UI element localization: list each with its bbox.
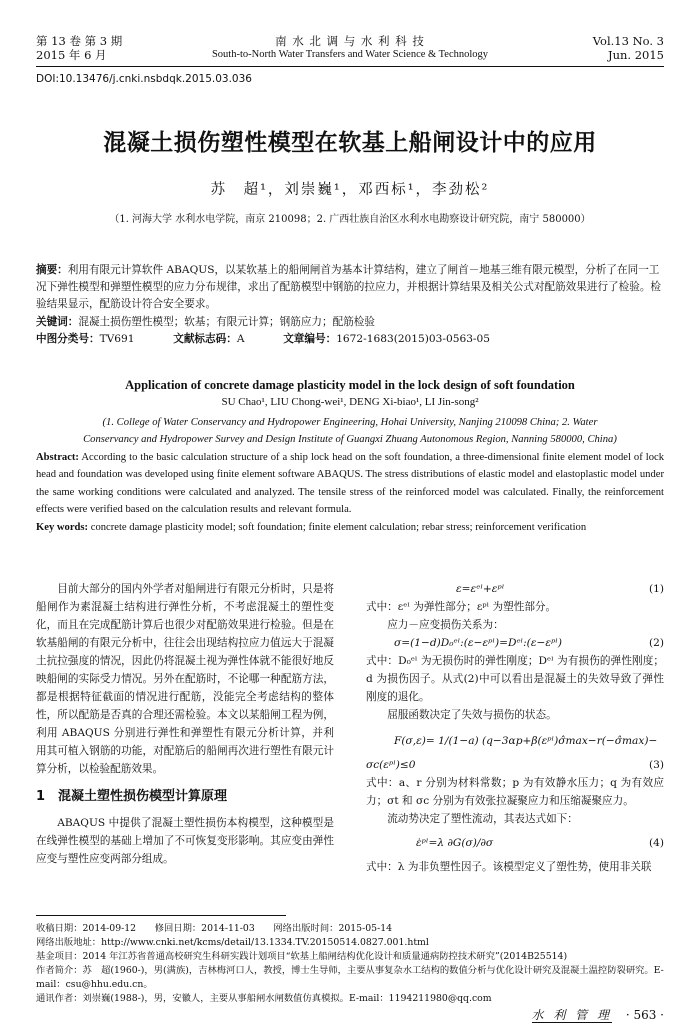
journal-title-cn: 南 水 北 调 与 水 利 科 技 [275, 34, 425, 48]
english-keywords-label: Key words: [36, 522, 89, 533]
english-authors: SU Chao¹, LIU Chong-wei¹, DENG Xi-biao¹, LI Jin-song² [221, 396, 479, 408]
text-5: 式中：a、r 分别为材料常数；p 为有效静水压力；q 为有效应力；σt 和 σc 分别为有效张拉凝聚应力和压缩凝聚应力。 [366, 777, 664, 807]
abstract-text: 利用有限元计算软件 ABAQUS，以某软基上的船闸闸首为基本计算结构，建立了闸首－地基三维有限元模型，分析了在同一工况下弹性模型和弹塑性模型的应力分布规律，求出了配筋模型中钢筋的拉应力，并根据计算结果及相关公式对配筋效果进行了检验。检验结果显示，配筋设计符合安全要求。 [36, 264, 662, 310]
english-affiliation-1: (1. College of Water Conservancy and Hydropower Engineering, Hohai University, Nanjing 210098 China; 2. Water [102, 417, 598, 428]
text-3: 式中：D₀ᵉˡ 为无损伤时的弹性刚度；Dᵉˡ 为有损伤的弹性刚度；d 为损伤因子。从式(2)中可以看出是混凝土的失效导致了弹性刚度的退化。 [366, 655, 664, 703]
class-value: TV691 [99, 333, 135, 345]
keywords-text: 混凝土损伤塑性模型；软基；有限元计算；钢筋应力；配筋检验 [78, 316, 375, 328]
code-label: 文献标志码： [173, 333, 237, 345]
footer-journal: 水 利 管 理 [531, 1008, 612, 1022]
english-abstract [36, 449, 664, 519]
equation-3a: F(σ,ε)= 1/(1−a) (q−3αp+β(εᵖˡ)σ̂max−r(−σ̂max)− [394, 735, 658, 747]
english-affiliation-2: Conservancy and Hydropower Survey and Design Institute of Guangxi Zhuang Autonomous Region, Nanning 580000, China) [83, 434, 617, 445]
equation-2: σ=(1−d)D₀ᵉˡ:(ε−εᵖˡ)=Dᵉˡ:(ε−εᵖˡ) (2) [394, 637, 664, 649]
volume-issue-en [593, 34, 664, 62]
code-value: A [236, 333, 245, 345]
footnote-url: 网络出版地址：http://www.cnki.net/kcms/detail/13.1334.TV.20150514.0827.001.html [36, 937, 429, 948]
english-abstract-label: Abstract: [36, 452, 79, 463]
affiliation: （1. 河海大学 水利水电学院，南京 210098；2. 广西壮族自治区水利水电勘察设计研究院，南宁 580000） [109, 214, 591, 225]
date-line: 2015 年 6 月 [36, 48, 107, 62]
english-keywords-text: concrete damage plasticity model; soft foundation; finite element calculation; rebar stress; reinforcement verification [90, 522, 587, 533]
article-no-label: 文章编号： [283, 333, 337, 345]
footnote-fund: 基金项目：2014 年江苏省普通高校研究生科研实践计划项目“软基上船闸结构优化设计和质量通病防控技术研究”(2014B25514) [36, 951, 568, 962]
footnote-dates: 收稿日期：2014-09-12 修回日期：2014-11-03 网络出版时间：2015-05-14 [36, 923, 393, 934]
doi: DOI:10.13476/j.cnki.nsbdqk.2015.03.036 [36, 73, 252, 85]
footnote-correspondent: 通讯作者：刘崇巍(1988-)，男，安徽人，主要从事船闸水闸数值仿真模拟。E-mail：1194211980@qq.com [36, 993, 492, 1004]
page-footer [532, 1006, 664, 1023]
left-column [36, 580, 334, 868]
keywords-label: 关键词： [36, 316, 79, 328]
abstract-label: 摘要： [36, 264, 68, 276]
section-heading: 1 混凝土塑性损伤模型计算原理 [36, 789, 228, 804]
abstract-cn [36, 262, 664, 313]
footnotes [36, 922, 664, 1006]
equation-1: ε=εᵉˡ+εᵖˡ (1) [456, 583, 664, 595]
authors: 苏 超¹，刘崇巍¹，邓西标¹，李劲松² [210, 182, 490, 198]
classification-row [36, 331, 664, 348]
article-no-value: 1672-1683(2015)03-0563-05 [336, 333, 490, 345]
text-6: 流动势决定了塑性流动，其表达式如下： [387, 813, 578, 825]
page-number: · 563 · [625, 1008, 664, 1022]
keywords-cn [36, 314, 664, 331]
english-title: Application of concrete damage plasticity model in the lock design of soft foundation [125, 378, 575, 392]
equation-4: ε̇ᵖˡ=λ ∂G(σ)/∂σ (4) [416, 837, 664, 849]
section-paragraph: ABAQUS 中提供了混凝土塑性损伤本构模型，这种模型是在线弹性模型的基础上增加了不可恢复变形影响。其应变由弹性应变与塑性应变两部分组成。 [36, 817, 334, 865]
equation-3b: σc(εᵖˡ)≤0 (3) [366, 759, 664, 771]
date-line-en: Jun. 2015 [607, 48, 664, 62]
header-rule [36, 66, 664, 67]
text-1: 式中：εᵉˡ 为弹性部分；εᵖˡ 为塑性部分。 [366, 601, 557, 613]
text-4: 屈服函数决定了失效与损伤的状态。 [387, 709, 557, 721]
footnote-author: 作者简介：苏 超(1960-)，男(满族)，吉林梅河口人，教授，博士生导师，主要从事复杂水工结构的数值分析与优化设计研究及混凝土温控防裂研究。E-mail：csu@hhu.edu.cn。 [36, 965, 664, 990]
right-column [366, 580, 664, 876]
volume-line-en: Vol.13 No. 3 [592, 34, 664, 48]
text-7: 式中：λ 为非负塑性因子。该模型定义了塑性势，使用非关联 [366, 861, 652, 873]
english-keywords [36, 519, 664, 536]
intro-paragraph: 目前大部分的国内外学者对船闸进行有限元分析时，只是将船闸作为素混凝土结构进行弹性分析，不考虑混凝土的塑性变化，而且在完成配筋计算后也很少对配筋效果进行检验。但是在软基船闸的有限元分析中，往往会出现结构拉应力值远大于混凝土抗拉强度的情况，因此仍将混凝土视为弹性体就不能很好地反映船闸的实际受力情况。另外在配筋时，不论哪一种配筋方法，都是根据特征截面的情况进行配筋，没能完全考虑结构的整体性，所以配筋是否真的合理还需检验。本文以某船闸工程为例，利用 ABAQUS 分别进行弹性和弹塑性有限元分析计算，并利用其可植入钢筋的功能，对配筋后的船闸再次进行塑性有限元计算分析，以检验配筋效果。 [36, 583, 334, 775]
class-label: 中图分类号： [36, 333, 100, 345]
text-2: 应力－应变损伤关系为： [387, 619, 504, 631]
footnote-rule [36, 915, 286, 916]
volume-line: 第 13 卷 第 3 期 [36, 34, 123, 48]
paper-title: 混凝土损伤塑性模型在软基上船闸设计中的应用 [103, 130, 597, 156]
english-abstract-text: According to the basic calculation structure of a ship lock head on the soft foundation, a three-dimensional finite element model of lock head and foundation was developed using finite element software ABAQUS. The stress distributions of elastic model and elastoplastic model under the same working conditions were calculated and analyzed. The tensile stress of the reinforced model was calculated. Finally, the reinforcement effects were verified based on the calculation results and relevant formula. [36, 452, 664, 516]
journal-title-en: South-to-North Water Transfers and Water Science & Technology [211, 49, 489, 60]
